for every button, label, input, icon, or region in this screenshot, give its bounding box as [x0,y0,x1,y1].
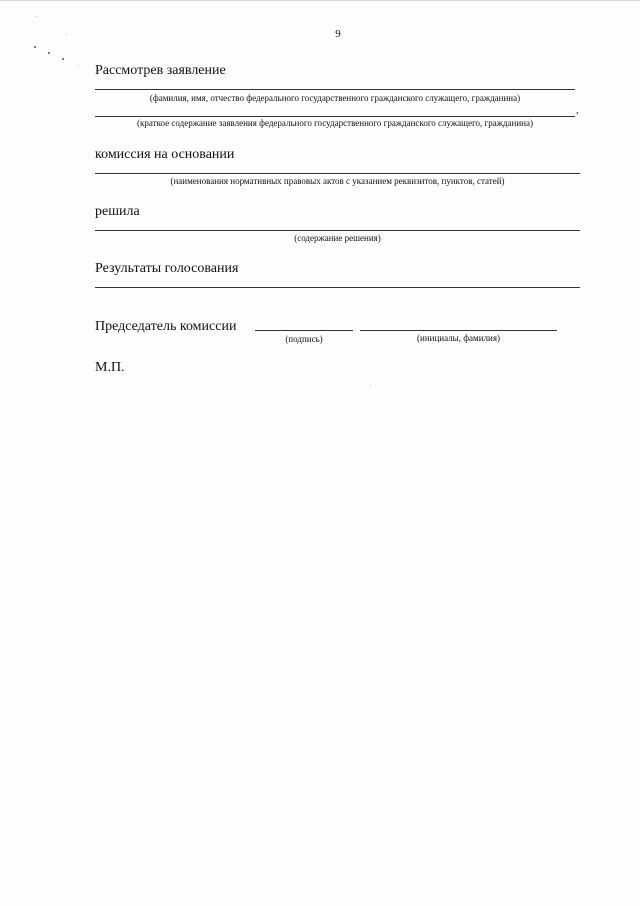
decision-line [95,230,580,231]
caption-acts: (наименования нормативных правовых актов с указанием реквизитов, пунктов, статей) [170,176,505,186]
summary-line [95,116,575,117]
acts-line [95,173,580,174]
scan-speck [62,58,64,60]
commission-label: комиссия на основании [95,147,235,162]
fio-line [95,89,575,90]
page-number: 9 [335,28,341,40]
scan-speck [370,385,371,386]
caption-fio: (фамилия, имя, отчество федерального государственного гражданского служащего, гражданина) [149,93,521,103]
line-comma: , [576,105,579,116]
decided-label: решила [95,204,140,219]
voting-label: Результаты голосования [95,261,239,276]
signature-line [255,330,353,331]
caption-decision: (содержание решения) [294,233,381,243]
caption-signature: (подпись) [285,334,323,344]
scan-speck [36,16,37,17]
scan-speck [48,52,50,54]
caption-summary: (краткое содержание заявления федерального государственного гражданского служащего, гражданина) [137,118,533,128]
seal-label: М.П. [95,360,125,375]
initials-line [360,330,557,331]
scan-speck [34,46,36,48]
chairman-label: Председатель комиссии [95,319,237,334]
caption-initials: (инициалы, фамилия) [417,333,500,343]
scan-speck [78,65,79,66]
voting-line [95,287,580,288]
reviewed-label: Рассмотрев заявление [95,63,226,78]
